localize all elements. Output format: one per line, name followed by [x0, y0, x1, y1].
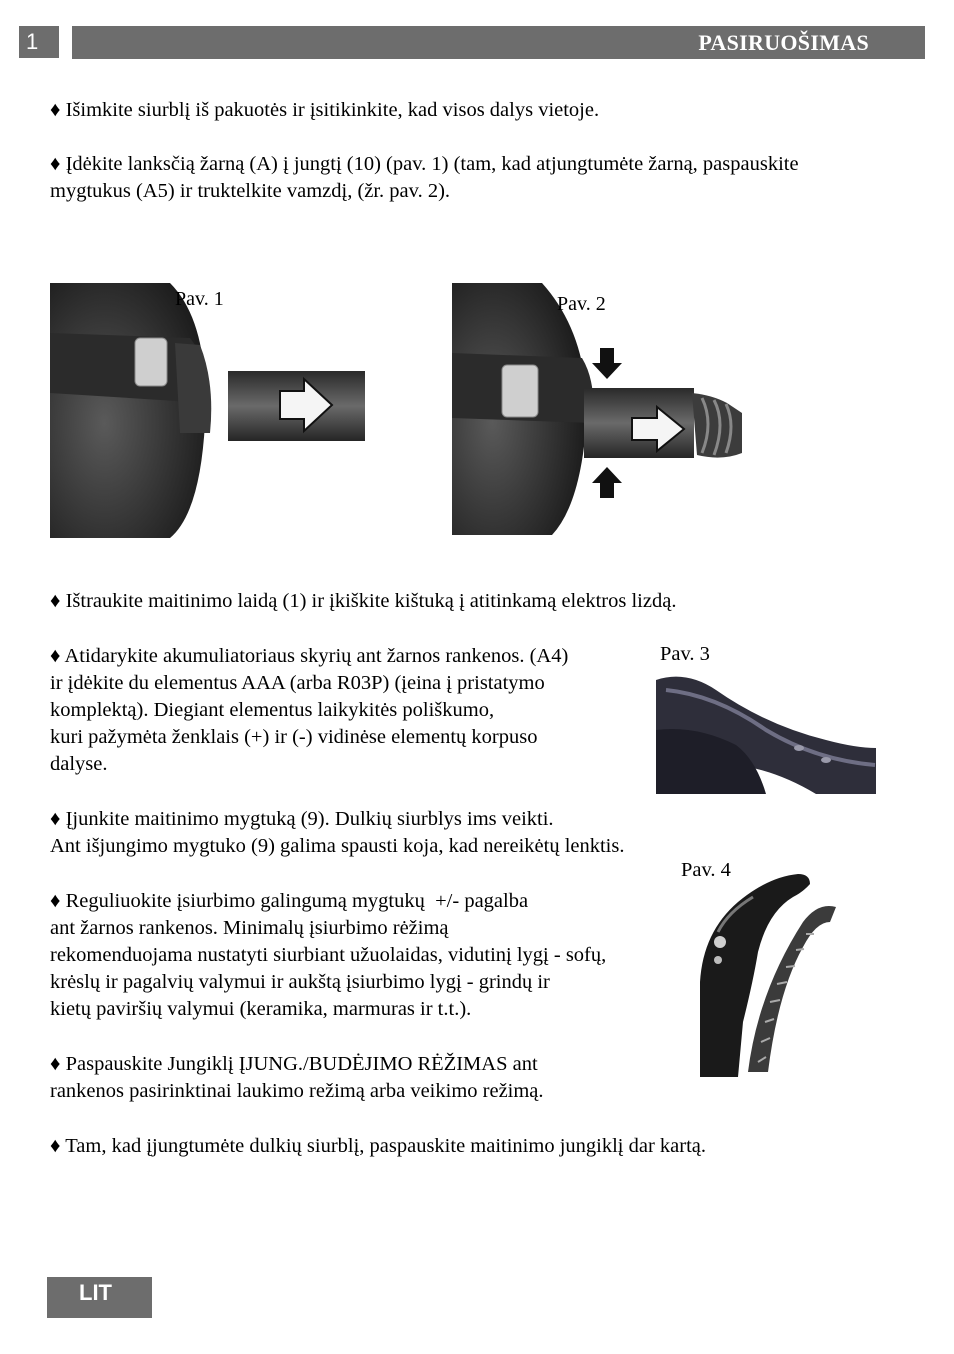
text-line: mygtukus (A5) ir truktelkite vamzdį, (žr. pav. 2).: [50, 180, 451, 202]
figure-3-image: [656, 670, 876, 794]
instruction-unpack: ♦ Išimkite siurblį iš pakuotės ir įsitikinkite, kad visos dalys vietoje.: [50, 99, 600, 121]
text-line: ♦ Reguliuokite įsiurbimo galingumą mygtukų +/- pagalba: [50, 890, 529, 912]
text-line: dalyse.: [50, 753, 108, 775]
text-line: ant žarnos rankenos. Minimalų įsiurbimo rėžimą: [50, 917, 449, 939]
text-line: ♦ Įjunkite maitinimo mygtuką (9). Dulkių siurblys ims veikti.: [50, 808, 554, 830]
text-line: kietų paviršių valymui (keramika, marmuras ir t.t.).: [50, 998, 472, 1020]
instruction-standby-switch: [50, 1051, 544, 1105]
figure-1: [50, 283, 365, 538]
text-line: ♦ Atidarykite akumuliatoriaus skyrių ant žarnos rankenos. (A4): [50, 645, 569, 667]
instruction-power-button: [50, 806, 624, 860]
figure-4: [698, 872, 838, 1077]
figure-1-image: [50, 283, 365, 538]
figure-3-caption: Pav. 3: [660, 643, 710, 665]
figure-2: [452, 283, 742, 535]
section-title: PASIRUOŠIMAS: [698, 30, 869, 55]
instruction-batteries: [50, 643, 568, 778]
instruction-turn-on-again: ♦ Tam, kad įjungtumėte dulkių siurblį, paspauskite maitinimo jungiklį dar kartą.: [50, 1135, 706, 1157]
figure-4-caption: Pav. 4: [681, 859, 731, 881]
text-line: Ant išjungimo mygtuko (9) galima spausti koja, kad nereikėtų lenktis.: [50, 835, 625, 857]
instruction-power-cord: ♦ Ištraukite maitinimo laidą (1) ir įkiškite kištuką į atitinkamą elektros lizdą.: [50, 590, 677, 612]
text-line: ♦ Įdėkite lanksčią žarną (A) į jungtį (10) (pav. 1) (tam, kad atjungtumėte žarną, paspauskite: [50, 153, 799, 175]
section-header: [72, 26, 925, 59]
figure-3: [656, 670, 876, 794]
text-line: krėslų ir pagalvių valymui ir aukštą įsiurbimo lygį - grindų ir: [50, 971, 550, 993]
figure-2-image: [452, 283, 742, 535]
instruction-hose: [50, 151, 799, 205]
text-line: ♦ Paspauskite Jungiklį ĮJUNG./BUDĖJIMO RĖŽIMAS ant: [50, 1053, 538, 1075]
text-line: komplektą). Diegiant elementus laikykitės poliškumo,: [50, 699, 495, 721]
page-number: 1: [19, 26, 59, 58]
figure-1-caption: Pav. 1: [175, 288, 224, 310]
text-line: rankenos pasirinktinai laukimo režimą arba veikimo režimą.: [50, 1080, 544, 1102]
text-line: rekomenduojama nustatyti siurbiant užuolaidas, vidutinį lygį - sofų,: [50, 944, 607, 966]
language-badge: LIT: [47, 1277, 152, 1318]
text-line: kuri pažymėta ženklais (+) ir (-) vidinėse elementų korpuso: [50, 726, 538, 748]
figure-4-image: [698, 872, 838, 1077]
instruction-suction-power: [50, 888, 606, 1023]
figure-2-caption: Pav. 2: [557, 293, 606, 315]
text-line: ir įdėkite du elementus AAA (arba R03P) (įeina į pristatymo: [50, 672, 545, 694]
